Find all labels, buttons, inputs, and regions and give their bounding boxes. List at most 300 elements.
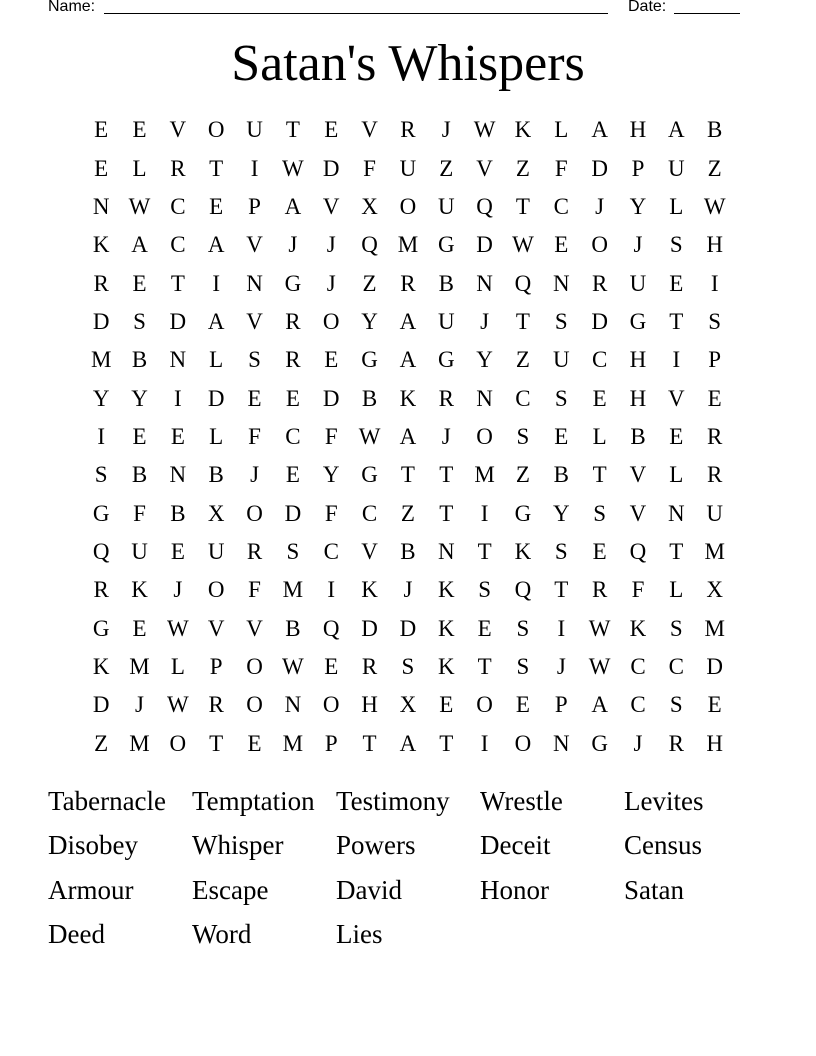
grid-cell[interactable]: E <box>247 730 262 756</box>
grid-cell[interactable]: H <box>361 692 378 718</box>
grid-cell[interactable]: D <box>207 385 225 411</box>
grid-cell[interactable]: C <box>285 423 301 449</box>
grid-cell[interactable]: W <box>703 193 726 219</box>
grid-cell[interactable]: X <box>706 577 723 603</box>
grid-cell[interactable]: Q <box>514 270 532 296</box>
grid-cell[interactable]: I <box>212 270 221 296</box>
grid-cell[interactable]: X <box>207 500 225 526</box>
grid-cell[interactable]: E <box>324 347 339 373</box>
grid-cell[interactable]: I <box>97 423 105 449</box>
grid-cell[interactable]: P <box>708 347 722 373</box>
grid-cell[interactable]: R <box>668 730 684 756</box>
grid-cell[interactable]: B <box>170 500 186 526</box>
grid-cell[interactable]: B <box>630 423 646 449</box>
grid-cell[interactable]: K <box>437 653 455 679</box>
grid-cell[interactable]: H <box>706 730 723 756</box>
grid-row <box>82 725 734 763</box>
grid-cell[interactable]: K <box>437 577 455 603</box>
grid-cell[interactable]: R <box>707 462 723 488</box>
date-field-line[interactable] <box>674 13 740 14</box>
grid-cell[interactable]: T <box>439 730 454 756</box>
grid-cell[interactable]: Z <box>400 500 415 526</box>
grid-cell[interactable]: S <box>94 462 108 488</box>
grid-cell[interactable]: J <box>288 232 298 258</box>
grid-cell[interactable]: D <box>284 500 302 526</box>
grid-cell[interactable]: L <box>554 117 569 143</box>
grid-cell[interactable]: X <box>361 193 378 219</box>
grid-cell[interactable]: R <box>208 692 224 718</box>
grid-cell[interactable]: Z <box>515 347 530 373</box>
grid-cell[interactable]: G <box>629 308 647 334</box>
grid-cell[interactable]: S <box>708 308 722 334</box>
grid-cell[interactable]: S <box>669 692 683 718</box>
grid-cell[interactable]: W <box>282 653 304 679</box>
grid-cell[interactable]: N <box>169 347 187 373</box>
grid-cell[interactable]: E <box>94 155 109 181</box>
grid-cell[interactable]: E <box>439 692 454 718</box>
grid-cell[interactable]: E <box>132 423 147 449</box>
grid-cell[interactable]: G <box>437 347 455 373</box>
grid-cell[interactable]: W <box>473 117 496 143</box>
grid-cell[interactable]: G <box>284 270 302 296</box>
grid-cell[interactable]: B <box>400 538 416 564</box>
grid-cell[interactable]: U <box>437 193 455 219</box>
grid-cell[interactable]: M <box>704 538 725 564</box>
grid-cell[interactable]: M <box>129 730 150 756</box>
grid-cell[interactable]: O <box>169 730 187 756</box>
grid-cell[interactable]: C <box>323 538 339 564</box>
grid-cell[interactable]: S <box>554 385 568 411</box>
grid-cell[interactable]: G <box>92 500 110 526</box>
grid-cell[interactable]: B <box>438 270 454 296</box>
grid-cell[interactable]: O <box>591 232 608 258</box>
grid-cell[interactable]: E <box>515 692 530 718</box>
grid-cell[interactable]: E <box>669 270 684 296</box>
grid-cell[interactable]: Z <box>362 270 377 296</box>
grid-cell[interactable]: C <box>170 232 186 258</box>
grid-cell[interactable]: R <box>707 423 723 449</box>
grid-cell[interactable]: A <box>207 308 225 334</box>
grid-cell[interactable]: B <box>131 462 148 488</box>
grid-cell[interactable]: D <box>92 692 110 718</box>
grid-cell[interactable]: N <box>284 692 302 718</box>
grid-cell[interactable]: J <box>441 423 451 449</box>
grid-cell[interactable]: T <box>439 500 454 526</box>
grid-cell[interactable]: G <box>437 232 455 258</box>
grid-cell[interactable]: Z <box>94 730 109 756</box>
grid-cell[interactable]: J <box>326 232 336 258</box>
grid-cell[interactable]: S <box>669 232 683 258</box>
grid-cell[interactable]: V <box>361 117 378 143</box>
grid-cell[interactable]: E <box>477 615 492 641</box>
grid-cell[interactable]: I <box>327 577 336 603</box>
grid-cell[interactable]: Y <box>476 347 493 373</box>
grid-cell[interactable]: Z <box>707 155 722 181</box>
grid-row <box>82 379 734 417</box>
grid-cell[interactable]: T <box>592 462 607 488</box>
grid-cell[interactable]: T <box>362 730 377 756</box>
grid-cell[interactable]: K <box>92 232 110 258</box>
grid-cell[interactable]: L <box>592 423 607 449</box>
grid-cell[interactable]: N <box>552 270 570 296</box>
grid-cell[interactable]: L <box>209 423 224 449</box>
grid-cell[interactable]: U <box>706 500 723 526</box>
word-list-item: Lies <box>336 918 383 949</box>
grid-cell[interactable]: V <box>246 615 263 641</box>
grid-cell[interactable]: O <box>399 193 417 219</box>
grid-cell[interactable]: Y <box>552 500 570 526</box>
grid-cell[interactable]: J <box>480 308 490 334</box>
grid-cell[interactable]: B <box>131 347 148 373</box>
grid-cell[interactable]: R <box>170 155 186 181</box>
grid-cell[interactable]: W <box>588 653 611 679</box>
grid-cell[interactable]: R <box>591 270 608 296</box>
grid-cell[interactable]: O <box>246 692 263 718</box>
grid-cell[interactable]: A <box>399 308 417 334</box>
grid-cell[interactable]: E <box>94 117 109 143</box>
grid-cell[interactable]: J <box>135 692 144 718</box>
grid-cell[interactable]: E <box>132 117 147 143</box>
grid-cell[interactable]: V <box>246 232 263 258</box>
grid-cell[interactable]: V <box>169 117 187 143</box>
grid-cell[interactable]: M <box>282 577 304 603</box>
grid-cell[interactable]: V <box>668 385 685 411</box>
grid-cell[interactable]: S <box>401 653 415 679</box>
grid-cell[interactable]: C <box>553 193 569 219</box>
grid-cell[interactable]: T <box>554 577 569 603</box>
grid-cell[interactable]: Z <box>515 462 530 488</box>
grid-cell[interactable]: J <box>556 653 566 679</box>
grid-cell[interactable]: A <box>207 232 225 258</box>
grid-cell[interactable]: T <box>669 308 684 334</box>
grid-cell[interactable]: E <box>554 423 569 449</box>
grid-cell[interactable]: F <box>133 500 146 526</box>
grid-cell[interactable]: E <box>592 385 607 411</box>
grid-cell[interactable]: S <box>516 615 530 641</box>
grid-cell[interactable]: F <box>248 423 261 449</box>
grid-cell[interactable]: U <box>399 155 417 181</box>
grid-cell[interactable]: T <box>400 462 415 488</box>
grid-cell[interactable]: S <box>248 347 261 373</box>
grid-cell[interactable]: R <box>400 270 416 296</box>
grid-cell[interactable]: I <box>710 270 719 296</box>
grid-cell[interactable]: I <box>480 730 489 756</box>
grid-cell[interactable]: S <box>516 653 530 679</box>
grid-cell[interactable]: N <box>668 500 685 526</box>
grid-cell[interactable]: L <box>669 462 684 488</box>
grid-cell[interactable]: P <box>248 193 261 219</box>
grid-cell[interactable]: P <box>554 692 568 718</box>
grid-cell[interactable]: Z <box>515 155 530 181</box>
grid-cell[interactable]: Y <box>131 385 148 411</box>
grid-cell[interactable]: S <box>516 423 530 449</box>
grid-cell[interactable]: E <box>592 538 607 564</box>
grid-cell[interactable]: Y <box>92 385 110 411</box>
grid-cell[interactable]: S <box>593 500 607 526</box>
grid-cell[interactable]: A <box>399 423 417 449</box>
grid-cell[interactable]: S <box>286 538 300 564</box>
grid-cell[interactable]: M <box>129 653 150 679</box>
grid-cell[interactable]: T <box>669 538 684 564</box>
grid-cell[interactable]: M <box>282 730 304 756</box>
grid-cell[interactable]: U <box>246 117 263 143</box>
grid-cell[interactable]: D <box>92 308 110 334</box>
grid-cell[interactable]: Q <box>92 538 110 564</box>
grid-cell[interactable]: D <box>591 155 608 181</box>
grid-cell[interactable]: W <box>282 155 304 181</box>
grid-cell[interactable]: W <box>167 692 189 718</box>
grid-cell[interactable]: U <box>131 538 148 564</box>
grid-cell[interactable]: W <box>128 193 151 219</box>
grid-row <box>82 418 734 456</box>
grid-cell[interactable]: U <box>437 308 455 334</box>
grid-cell[interactable]: F <box>363 155 376 181</box>
grid-cell[interactable]: K <box>131 577 148 603</box>
grid-cell[interactable]: T <box>209 155 224 181</box>
grid-cell[interactable]: G <box>591 730 608 756</box>
grid-cell[interactable]: M <box>90 347 112 373</box>
grid-cell[interactable]: R <box>93 577 109 603</box>
grid-cell[interactable]: P <box>631 155 645 181</box>
grid-cell[interactable]: O <box>246 653 263 679</box>
grid-cell[interactable]: D <box>476 232 493 258</box>
grid-cell[interactable]: J <box>595 193 605 219</box>
grid-cell[interactable]: T <box>439 462 454 488</box>
grid-cell[interactable]: G <box>514 500 532 526</box>
name-field-line[interactable] <box>104 13 608 14</box>
grid-cell[interactable]: V <box>361 538 378 564</box>
grid-cell[interactable]: I <box>480 500 489 526</box>
grid-cell[interactable]: I <box>250 155 259 181</box>
grid-cell[interactable]: I <box>557 615 566 641</box>
grid-cell[interactable]: E <box>170 538 185 564</box>
grid-cell[interactable]: F <box>324 423 338 449</box>
grid-cell[interactable]: V <box>207 615 225 641</box>
grid-cell[interactable]: F <box>631 577 645 603</box>
grid-cell[interactable]: A <box>131 232 148 258</box>
grid-cell[interactable]: H <box>629 117 647 143</box>
grid-cell[interactable]: Q <box>476 193 493 219</box>
grid-cell[interactable]: A <box>399 347 417 373</box>
grid-cell[interactable]: R <box>438 385 454 411</box>
grid-cell[interactable]: C <box>591 347 608 373</box>
grid-cell[interactable]: G <box>92 615 110 641</box>
grid-cell[interactable]: N <box>437 538 455 564</box>
grid-cell[interactable]: D <box>169 308 187 334</box>
grid-cell[interactable]: O <box>476 423 493 449</box>
grid-cell[interactable]: A <box>591 117 608 143</box>
grid-cell[interactable]: E <box>707 692 722 718</box>
grid-cell[interactable]: U <box>552 347 570 373</box>
grid-cell[interactable]: N <box>246 270 263 296</box>
grid-cell[interactable]: E <box>285 462 300 488</box>
grid-cell[interactable]: C <box>630 692 646 718</box>
grid-cell[interactable]: N <box>552 730 570 756</box>
grid-cell[interactable]: T <box>477 653 492 679</box>
grid-cell[interactable]: T <box>515 193 530 219</box>
grid-cell[interactable]: J <box>633 730 643 756</box>
grid-cell[interactable]: E <box>324 117 339 143</box>
grid-cell[interactable]: O <box>246 500 263 526</box>
grid-cell[interactable]: E <box>324 653 339 679</box>
grid-cell[interactable]: B <box>361 385 378 411</box>
grid-cell[interactable]: X <box>399 692 417 718</box>
grid-cell[interactable]: V <box>246 308 263 334</box>
grid-cell[interactable]: N <box>169 462 187 488</box>
grid-cell[interactable]: B <box>707 117 723 143</box>
grid-cell[interactable]: P <box>209 653 223 679</box>
grid-cell[interactable]: C <box>170 193 186 219</box>
grid-cell[interactable]: V <box>629 462 647 488</box>
grid-cell[interactable]: U <box>629 270 647 296</box>
grid-cell[interactable]: Q <box>514 577 532 603</box>
grid-cell[interactable]: D <box>399 615 417 641</box>
grid-cell[interactable]: R <box>285 347 301 373</box>
grid-cell[interactable]: L <box>209 347 224 373</box>
grid-cell[interactable]: E <box>170 423 185 449</box>
grid-cell[interactable]: L <box>669 193 684 219</box>
grid-cell[interactable]: L <box>170 653 185 679</box>
grid-cell[interactable]: J <box>633 232 643 258</box>
grid-cell[interactable]: D <box>591 308 608 334</box>
grid-cell[interactable]: D <box>706 653 723 679</box>
grid-cell[interactable]: L <box>132 155 147 181</box>
grid-cell[interactable]: J <box>250 462 260 488</box>
grid-cell[interactable]: H <box>706 232 723 258</box>
grid-cell[interactable]: G <box>361 462 378 488</box>
grid-cell[interactable]: A <box>591 692 608 718</box>
grid-cell[interactable]: A <box>668 117 685 143</box>
grid-cell[interactable]: T <box>477 538 492 564</box>
grid-cell[interactable]: C <box>515 385 531 411</box>
grid-cell[interactable]: O <box>476 692 493 718</box>
grid-cell[interactable]: R <box>246 538 263 564</box>
grid-cell[interactable]: E <box>132 615 147 641</box>
grid-cell[interactable]: S <box>478 577 491 603</box>
grid-cell[interactable]: R <box>361 653 378 679</box>
grid-cell[interactable]: R <box>591 577 608 603</box>
grid-cell[interactable]: K <box>399 385 417 411</box>
grid-cell[interactable]: Z <box>439 155 454 181</box>
grid-cell[interactable]: B <box>208 462 224 488</box>
grid-row <box>82 648 734 686</box>
grid-cell[interactable]: I <box>672 347 681 373</box>
grid-cell[interactable]: G <box>361 347 378 373</box>
grid-cell[interactable]: D <box>361 615 378 641</box>
grid-cell[interactable]: A <box>284 193 302 219</box>
grid-cell[interactable]: M <box>704 615 725 641</box>
grid-cell[interactable]: M <box>397 232 419 258</box>
grid-cell[interactable]: M <box>474 462 495 488</box>
grid-cell[interactable]: E <box>247 385 262 411</box>
grid-cell[interactable]: H <box>629 385 647 411</box>
grid-cell[interactable]: N <box>476 270 493 296</box>
grid-cell[interactable]: E <box>285 385 300 411</box>
grid-cell[interactable]: T <box>209 730 224 756</box>
grid-cell[interactable]: W <box>358 423 381 449</box>
grid-cell[interactable]: U <box>668 155 685 181</box>
grid-cell[interactable]: A <box>399 730 417 756</box>
grid-cell[interactable]: B <box>553 462 569 488</box>
grid-cell[interactable]: C <box>668 653 684 679</box>
grid-cell[interactable]: S <box>669 615 683 641</box>
word-list-item: Disobey <box>48 830 138 861</box>
page-title: Satan's Whispers <box>231 35 585 92</box>
grid-cell[interactable]: Y <box>322 462 340 488</box>
grid-cell[interactable]: S <box>554 308 568 334</box>
grid-cell[interactable]: V <box>322 193 340 219</box>
word-list-item: Whisper <box>192 830 284 861</box>
grid-cell[interactable]: K <box>361 577 378 603</box>
grid-cell[interactable]: R <box>93 270 109 296</box>
grid-cell[interactable]: T <box>285 117 300 143</box>
grid-cell[interactable]: Y <box>361 308 378 334</box>
grid-cell[interactable]: B <box>285 615 301 641</box>
grid-cell[interactable]: L <box>669 577 684 603</box>
grid-cell[interactable]: R <box>400 117 416 143</box>
grid-cell[interactable]: O <box>322 308 340 334</box>
grid-cell[interactable]: F <box>324 500 338 526</box>
grid-cell[interactable]: O <box>322 692 340 718</box>
grid-cell[interactable]: S <box>554 538 568 564</box>
grid-cell[interactable]: E <box>669 423 684 449</box>
grid-cell[interactable]: K <box>92 653 110 679</box>
grid-cell[interactable]: J <box>173 577 183 603</box>
grid-cell[interactable]: H <box>629 347 647 373</box>
grid-cell[interactable]: F <box>554 155 568 181</box>
grid-cell[interactable]: O <box>514 730 532 756</box>
grid-cell[interactable]: O <box>207 117 225 143</box>
grid-cell[interactable]: O <box>207 577 225 603</box>
grid-cell[interactable]: R <box>285 308 301 334</box>
grid-cell[interactable]: Y <box>629 193 647 219</box>
grid-cell[interactable]: K <box>514 117 532 143</box>
grid-cell[interactable]: T <box>515 308 530 334</box>
grid-cell[interactable]: N <box>476 385 493 411</box>
grid-cell[interactable]: J <box>326 270 336 296</box>
grid-cell[interactable]: E <box>132 270 147 296</box>
grid-cell[interactable]: E <box>554 232 569 258</box>
grid-cell[interactable]: T <box>170 270 185 296</box>
header-line <box>48 0 748 20</box>
grid-cell[interactable]: J <box>441 117 451 143</box>
grid-cell[interactable]: K <box>514 538 532 564</box>
grid-cell[interactable]: Q <box>361 232 378 258</box>
grid-cell[interactable]: D <box>322 385 340 411</box>
grid-cell[interactable]: U <box>207 538 225 564</box>
grid-cell[interactable]: J <box>403 577 413 603</box>
grid-cell[interactable]: S <box>133 308 146 334</box>
grid-cell[interactable]: V <box>476 155 493 181</box>
grid-cell[interactable]: N <box>92 193 110 219</box>
grid-cell[interactable]: V <box>629 500 647 526</box>
grid-cell[interactable]: D <box>322 155 340 181</box>
grid-cell[interactable]: W <box>588 615 611 641</box>
grid-cell[interactable]: E <box>209 193 224 219</box>
grid-cell[interactable]: C <box>630 653 646 679</box>
grid-cell[interactable]: E <box>707 385 722 411</box>
grid-cell[interactable]: W <box>512 232 534 258</box>
grid-cell[interactable]: Q <box>322 615 340 641</box>
grid-cell[interactable]: I <box>174 385 182 411</box>
grid-cell[interactable]: F <box>248 577 261 603</box>
grid-cell[interactable]: K <box>437 615 455 641</box>
grid-cell[interactable]: Q <box>629 538 647 564</box>
grid-cell[interactable]: K <box>629 615 647 641</box>
grid-cell[interactable]: C <box>361 500 378 526</box>
grid-cell[interactable]: P <box>324 730 338 756</box>
grid-cell[interactable]: W <box>167 615 189 641</box>
